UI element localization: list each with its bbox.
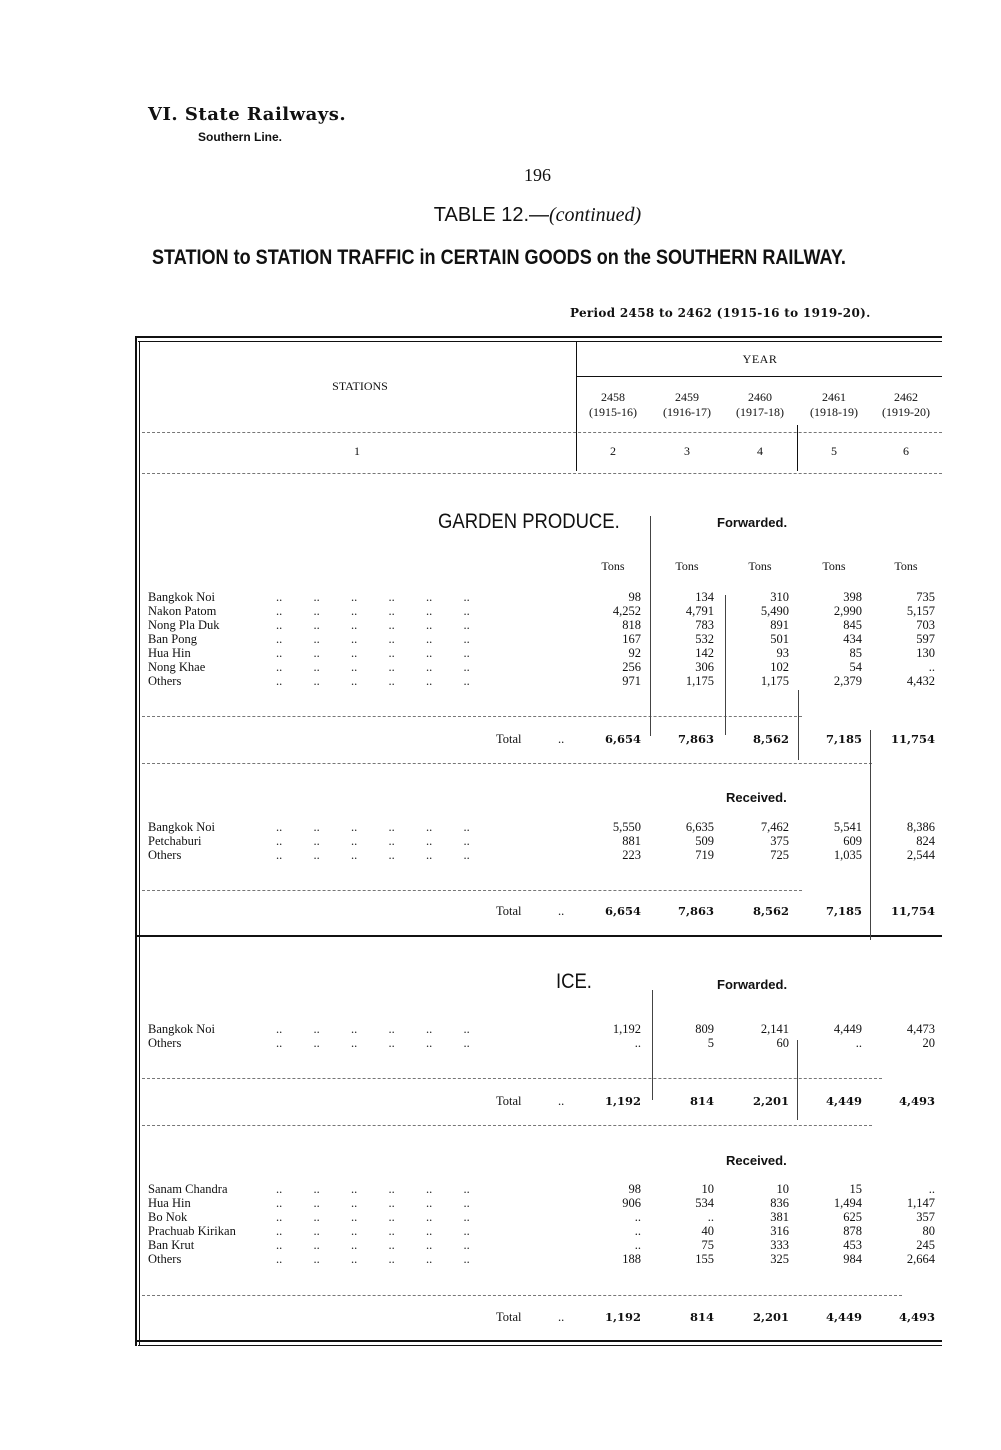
section-subtitle: Southern Line. (198, 130, 282, 144)
cell-value: 824 (916, 834, 935, 848)
station-name: Nong Pla Duk (148, 618, 220, 632)
unit-label: Tons (748, 559, 772, 573)
station-name: Ban Pong (148, 632, 197, 646)
year-ce: (1917-18) (736, 405, 784, 419)
cell-value: 703 (916, 618, 935, 632)
cell-value: .. (634, 1036, 641, 1050)
station-name: Others (148, 1252, 182, 1266)
cell-value: 142 (695, 646, 714, 660)
cell-value: 845 (843, 618, 862, 632)
leader-dots: .. .. .. .. .. .. (276, 1238, 470, 1252)
cell-value: 984 (843, 1252, 862, 1266)
total-value: 11,754 (890, 904, 935, 918)
cell-value: .. (634, 1224, 641, 1238)
leader-dots: .. .. .. .. .. .. (276, 618, 470, 632)
total-value: 7,185 (825, 732, 862, 746)
cell-value: 4,473 (906, 1022, 935, 1036)
cell-value: 306 (695, 660, 714, 674)
leader-dots: .. .. .. .. .. .. (276, 820, 470, 834)
cell-value: 93 (776, 646, 789, 660)
total-label: Total (496, 1094, 522, 1108)
cell-value: .. (634, 1210, 641, 1224)
cell-value: .. (855, 1036, 862, 1050)
leader-dots: .. .. .. .. .. .. (276, 834, 470, 848)
cell-value: 1,192 (612, 1022, 641, 1036)
garden-produce-title: GARDEN PRODUCE. (438, 510, 620, 533)
year-column-header (722, 390, 798, 420)
total-value: 6,654 (604, 904, 641, 918)
cell-value: 54 (849, 660, 862, 674)
table-title (0, 204, 1001, 227)
year-ce: (1918-19) (810, 405, 858, 419)
ice-title: ICE. (556, 970, 592, 993)
total-label: Total (496, 732, 522, 746)
cell-value: 818 (622, 618, 641, 632)
cell-value: .. (928, 1182, 935, 1196)
cell-value: 7,462 (760, 820, 789, 834)
year-column-header (868, 390, 944, 420)
cell-value: 15 (849, 1182, 862, 1196)
table-top-rule-inner (138, 341, 942, 342)
cell-value: 4,432 (906, 674, 935, 688)
cell-value: 245 (916, 1238, 935, 1252)
cell-value: 1,175 (685, 674, 714, 688)
col-rule-5-garden (798, 690, 799, 760)
cell-value: 92 (628, 646, 641, 660)
leader-dots: .. .. .. .. .. .. (276, 1022, 470, 1036)
total-value: 8,562 (752, 904, 789, 918)
number-dash-rule (142, 473, 942, 474)
station-name: Nong Khae (148, 660, 206, 674)
column-number: 5 (831, 444, 837, 458)
cell-value: .. (707, 1210, 714, 1224)
cell-value: 60 (776, 1036, 789, 1050)
station-name: Bangkok Noi (148, 1022, 216, 1036)
cell-value: 375 (770, 834, 789, 848)
cell-value: 5 (707, 1036, 714, 1050)
cell-value: 75 (701, 1238, 714, 1252)
total-value: 4,493 (898, 1094, 935, 1108)
cell-value: 453 (843, 1238, 862, 1252)
leader-dots: .. .. .. .. .. .. (276, 646, 470, 660)
cell-value: 534 (695, 1196, 714, 1210)
total-value: 814 (689, 1310, 714, 1324)
station-name: Nakon Patom (148, 604, 217, 618)
cell-value: 597 (916, 632, 935, 646)
cell-value: 725 (770, 848, 789, 862)
station-name: Hua Hin (148, 646, 191, 660)
period-label: Period 2458 to 2462 (1915-16 to 1919-20). (570, 306, 871, 320)
leader-dots: .. .. .. .. .. .. (276, 660, 470, 674)
cell-value: 102 (770, 660, 789, 674)
year-rule (577, 376, 942, 377)
leader-dots: .. .. .. .. .. .. (276, 848, 470, 862)
unit-label: Tons (822, 559, 846, 573)
cell-value: 188 (622, 1252, 641, 1266)
cell-value: 167 (622, 632, 641, 646)
cell-value: 881 (622, 834, 641, 848)
year-column-header (796, 390, 872, 420)
cell-value: 4,449 (833, 1022, 862, 1036)
table-bottom-rule-inner (138, 1345, 942, 1346)
cell-value: 5,157 (906, 604, 935, 618)
year-be: 2460 (748, 390, 772, 404)
cell-value: 2,544 (906, 848, 935, 862)
station-name: Others (148, 674, 182, 688)
page-number: 196 (524, 165, 551, 185)
station-name: Others (148, 1036, 182, 1050)
cell-value: 1,035 (833, 848, 862, 862)
leader-dots: .. .. .. .. .. .. (276, 604, 470, 618)
cell-value: 719 (695, 848, 714, 862)
station-name: Ban Krut (148, 1238, 195, 1252)
ice-fwd-dash (142, 1078, 882, 1079)
main-title: STATION to STATION TRAFFIC in CERTAIN GOODS on the SOUTHERN RAILWAY. (152, 246, 846, 269)
section-title: VI. State Railways. (148, 104, 347, 125)
table-left-rule (135, 336, 137, 1346)
leader-dots: .. .. .. .. .. .. (276, 632, 470, 646)
year-ce: (1916-17) (663, 405, 711, 419)
leader-dots: .. .. .. .. .. .. (276, 590, 470, 604)
table-bottom-rule (135, 1340, 942, 1342)
header-dash-rule (142, 432, 942, 433)
ice-received-label: Received. (726, 1153, 787, 1168)
cell-value: 501 (770, 632, 789, 646)
col-rule-5-ice (797, 1040, 798, 1120)
cell-value: 735 (916, 590, 935, 604)
year-be: 2461 (822, 390, 846, 404)
cell-value: 2,379 (833, 674, 862, 688)
column-number: 6 (903, 444, 909, 458)
leader-dots: .. .. .. .. .. .. (276, 1210, 470, 1224)
year-column-header (649, 390, 725, 420)
unit-label: Tons (675, 559, 699, 573)
leader-dots: .. .. .. .. .. .. (276, 1252, 470, 1266)
garden-rec-dash (142, 890, 802, 891)
total-label: Total (496, 1310, 522, 1324)
total-value: 6,654 (604, 732, 641, 746)
stations-header: STATIONS (332, 379, 388, 393)
cell-value: 10 (776, 1182, 789, 1196)
cell-value: 357 (916, 1210, 935, 1224)
cell-value: 381 (770, 1210, 789, 1224)
column-number: 1 (354, 444, 360, 458)
cell-value: 1,147 (906, 1196, 935, 1210)
station-name: Prachuab Kirikan (148, 1224, 236, 1238)
station-name: Petchaburi (148, 834, 202, 848)
station-name: Hua Hin (148, 1196, 191, 1210)
table-label: TABLE 12.— (433, 204, 550, 226)
total-value: 1,192 (604, 1094, 641, 1108)
leader-dots: .. .. .. .. .. .. (276, 1196, 470, 1210)
cell-value: .. (634, 1238, 641, 1252)
year-be: 2462 (894, 390, 918, 404)
station-name: Bangkok Noi (148, 590, 216, 604)
cell-value: 223 (622, 848, 641, 862)
section-divider (137, 935, 942, 937)
cell-value: 625 (843, 1210, 862, 1224)
cell-value: 609 (843, 834, 862, 848)
leader-dots: .. (558, 1094, 565, 1108)
total-value: 2,201 (752, 1094, 789, 1108)
total-value: 1,192 (604, 1310, 641, 1324)
cell-value: 971 (622, 674, 641, 688)
cell-value: 4,791 (685, 604, 714, 618)
column-number: 3 (684, 444, 690, 458)
cell-value: 509 (695, 834, 714, 848)
cell-value: 809 (695, 1022, 714, 1036)
station-name: Bangkok Noi (148, 820, 216, 834)
total-value: 4,449 (825, 1310, 862, 1324)
cell-value: 891 (770, 618, 789, 632)
cell-value: 333 (770, 1238, 789, 1252)
cell-value: 325 (770, 1252, 789, 1266)
cell-value: 2,990 (833, 604, 862, 618)
cell-value: 316 (770, 1224, 789, 1238)
cell-value: 5,550 (612, 820, 641, 834)
total-value: 4,449 (825, 1094, 862, 1108)
year-column-header (575, 390, 651, 420)
cell-value: 20 (922, 1036, 935, 1050)
cell-value: 40 (701, 1224, 714, 1238)
table-continued: (continued) (549, 204, 642, 226)
year-ce: (1915-16) (589, 405, 637, 419)
leader-dots: .. .. .. .. .. .. (276, 1036, 470, 1050)
total-value: 814 (689, 1094, 714, 1108)
cell-value: 1,494 (833, 1196, 862, 1210)
garden-fwd-dash (142, 716, 802, 717)
total-value: 7,185 (825, 904, 862, 918)
cell-value: 434 (843, 632, 862, 646)
cell-value: 8,386 (906, 820, 935, 834)
garden-fwd-total-dash (142, 763, 872, 764)
total-value: 4,493 (898, 1310, 935, 1324)
total-value: 8,562 (752, 732, 789, 746)
cell-value: 4,252 (612, 604, 641, 618)
cell-value: 134 (695, 590, 714, 604)
leader-dots: .. (558, 904, 565, 918)
ice-fwd-total-dash (142, 1125, 872, 1126)
total-label: Total (496, 904, 522, 918)
station-name: Others (148, 848, 182, 862)
year-be: 2458 (601, 390, 625, 404)
cell-value: 5,490 (760, 604, 789, 618)
garden-received-label: Received. (726, 790, 787, 805)
cell-value: 532 (695, 632, 714, 646)
cell-value: 5,541 (833, 820, 862, 834)
year-header: YEAR (742, 352, 778, 366)
cell-value: 98 (628, 1182, 641, 1196)
leader-dots: .. (558, 1310, 565, 1324)
cell-value: 10 (701, 1182, 714, 1196)
table-top-rule (135, 336, 942, 338)
leader-dots: .. .. .. .. .. .. (276, 1224, 470, 1238)
unit-label: Tons (894, 559, 918, 573)
unit-label: Tons (601, 559, 625, 573)
cell-value: 155 (695, 1252, 714, 1266)
total-value: 11,754 (890, 732, 935, 746)
cell-value: 85 (849, 646, 862, 660)
cell-value: .. (928, 660, 935, 674)
cell-value: 906 (622, 1196, 641, 1210)
table-left-rule-inner (139, 341, 140, 1346)
leader-dots: .. .. .. .. .. .. (276, 1182, 470, 1196)
total-value: 7,863 (677, 732, 714, 746)
station-name: Bo Nok (148, 1210, 188, 1224)
cell-value: 836 (770, 1196, 789, 1210)
cell-value: 80 (922, 1224, 935, 1238)
year-be: 2459 (675, 390, 699, 404)
ice-forwarded-label: Forwarded. (717, 977, 788, 992)
cell-value: 878 (843, 1224, 862, 1238)
cell-value: 310 (770, 590, 789, 604)
cell-value: 398 (843, 590, 862, 604)
cell-value: 783 (695, 618, 714, 632)
total-value: 2,201 (752, 1310, 789, 1324)
total-value: 7,863 (677, 904, 714, 918)
cell-value: 1,175 (760, 674, 789, 688)
cell-value: 98 (628, 590, 641, 604)
leader-dots: .. (558, 732, 565, 746)
cell-value: 2,141 (760, 1022, 789, 1036)
station-name: Sanam Chandra (148, 1182, 228, 1196)
year-ce: (1919-20) (882, 405, 930, 419)
cell-value: 130 (916, 646, 935, 660)
cell-value: 256 (622, 660, 641, 674)
column-number: 4 (757, 444, 763, 458)
cell-value: 6,635 (685, 820, 714, 834)
column-number: 2 (610, 444, 616, 458)
cell-value: 2,664 (906, 1252, 935, 1266)
leader-dots: .. .. .. .. .. .. (276, 674, 470, 688)
ice-rec-dash (142, 1295, 902, 1296)
garden-forwarded-label: Forwarded. (717, 515, 788, 530)
